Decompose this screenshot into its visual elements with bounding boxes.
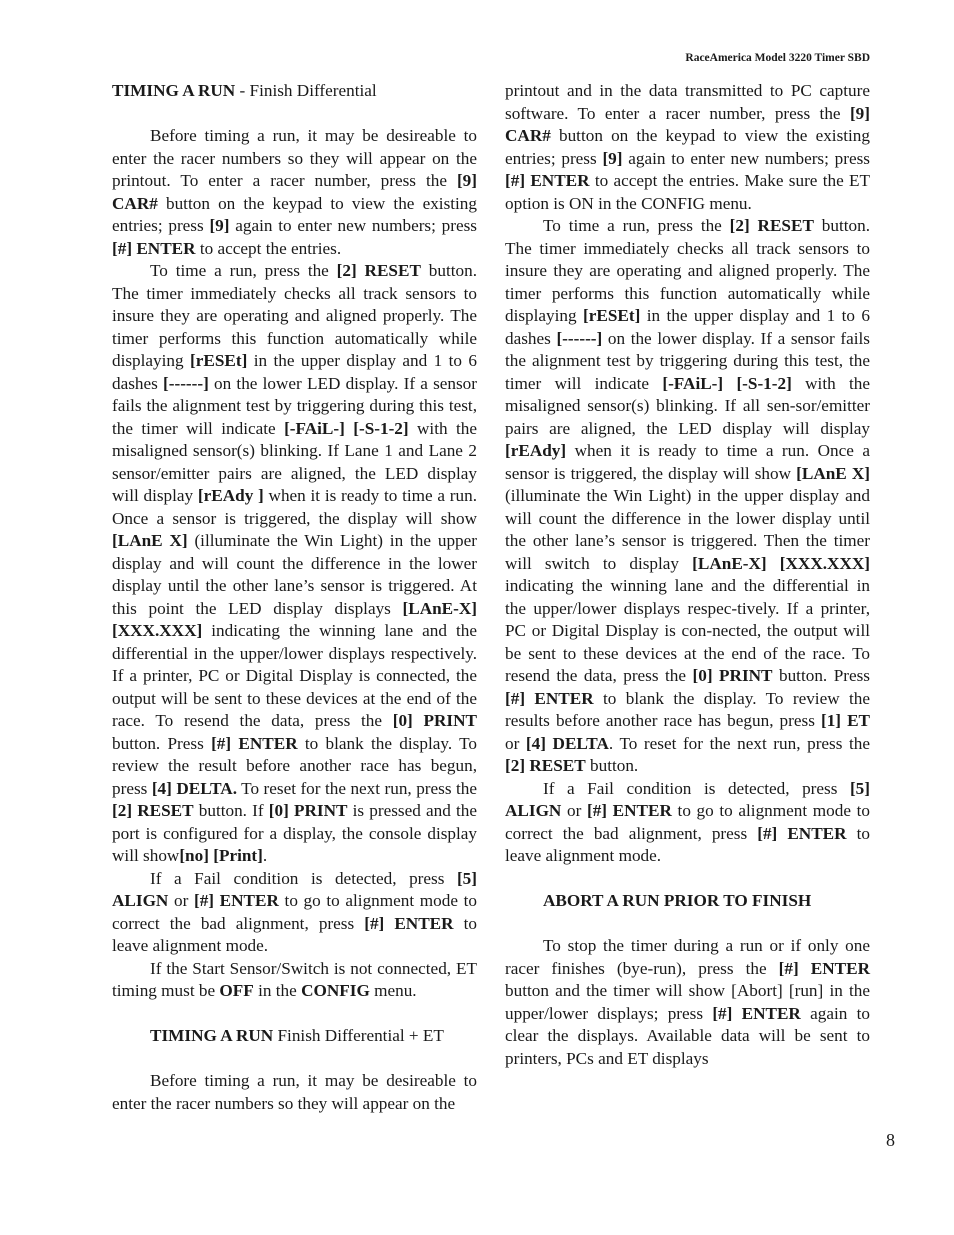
- bold-key-text: [no] [Print]: [179, 846, 263, 865]
- text-run: on the lower LED display. If a sensor fails the alignment test by triggering during this test, the timer will indicate: [112, 373, 477, 438]
- paragraph: [112, 125, 477, 260]
- bold-key-text: [2] RESET: [505, 756, 586, 775]
- bold-key-text: [#] ENTER: [211, 733, 298, 753]
- section-heading-finish-differential-et: [112, 1025, 477, 1048]
- text-run: indicating the winning lane and the differential in the upper/lower displays respec-tively. If a printer, PC or Digital Display is con-nected, the output will be sent to these devices at the end of the race. To resend the data, press the: [505, 576, 870, 685]
- heading-bold: TIMING A RUN: [150, 1026, 274, 1045]
- text-run: button on the keypad to view the existing entries; press: [505, 126, 870, 168]
- text-run: to blank the display. To review the result before another race has begun, press: [112, 733, 477, 798]
- bold-key-text: [#] ENTER: [112, 238, 196, 258]
- text-run: to go to alignment mode to correct the bad alignment, press: [112, 891, 477, 933]
- bold-key-text: [#] ENTER: [364, 913, 454, 933]
- bold-key-text: [rEAdy ]: [197, 486, 264, 505]
- heading-rest: - Finish Differential: [235, 81, 377, 100]
- text-run: To reset for the next run, press the: [237, 778, 478, 798]
- text-run: If a Fail condition is detected, press: [150, 868, 457, 888]
- bold-key-text: [0] PRINT: [392, 711, 477, 730]
- text-run: to accept the entries.: [195, 238, 342, 258]
- text-run: button. The timer immediately checks all track sensors to insure they are operating and aligned properly. The timer performs this function automatically while displaying: [505, 216, 870, 325]
- text-run: Before timing a run, it may be desireable to enter the racer numbers so they will appear on the: [112, 1071, 477, 1113]
- section-heading-abort-run: [505, 890, 870, 913]
- text-run: when it is ready to time a run. Once a sensor is triggered, the display will show: [112, 486, 478, 528]
- bold-key-text: CONFIG: [301, 981, 370, 1000]
- bold-key-text: [------]: [163, 373, 209, 393]
- paragraph: [112, 1070, 477, 1115]
- text-run: when it is ready to time a run. Once a sensor is triggered, the display will show: [505, 441, 870, 483]
- page-number: 8: [886, 1130, 895, 1150]
- text-run: . To reset for the next run, press the: [608, 733, 870, 753]
- bold-key-text: [#] ENTER: [778, 958, 870, 978]
- text-run: (illuminate the Win Light) in the upper display and will count the difference in the lower display until the other lane’s sensor is triggered. Then the timer will switch to display: [505, 486, 870, 573]
- heading-rest: Finish Differential + ET: [273, 1026, 444, 1045]
- bold-key-text: [5] ALIGN: [505, 778, 870, 820]
- text-run: menu.: [369, 981, 417, 1000]
- bold-key-text: [#] ENTER: [712, 1003, 801, 1023]
- paragraph: [505, 215, 870, 778]
- text-run: button. Press: [772, 666, 870, 685]
- bold-key-text: [9]: [209, 216, 230, 235]
- text-run: indicating the winning lane and the differential in the upper/lower displays respectively. If a printer, PC or Digital Display is connected, the output will be sent to these devices at the end of the race. To resend the data, press the: [112, 621, 477, 730]
- heading-bold: TIMING A RUN: [112, 81, 236, 100]
- text-run: (illuminate the Win Light) in the upper display and will count the difference in the lower display until the other lane’s sensor is triggered. At this point the LED display displays: [112, 531, 477, 618]
- text-run: in the: [253, 981, 302, 1000]
- bold-key-text: OFF: [219, 981, 254, 1000]
- text-run: To time a run, press the: [150, 261, 337, 280]
- text-run: If the Start Sensor/Switch is not connected, ET timing must be: [112, 958, 477, 1000]
- text-run: on the lower display. If a sensor fails the alignment test by triggering during this test, the timer will indicate: [505, 328, 870, 393]
- bold-key-text: [#] ENTER: [193, 891, 279, 910]
- text-run: to blank the display. To review the results before another race has begun, press: [505, 688, 870, 730]
- text-run: or: [561, 801, 587, 820]
- paragraph: [112, 260, 477, 868]
- bold-key-text: [LAnE-X] [XXX.XXX]: [692, 553, 870, 573]
- bold-key-text: [#] ENTER: [505, 688, 594, 708]
- bold-key-text: [9] CAR#: [112, 171, 477, 213]
- right-column: [505, 80, 870, 1070]
- bold-key-text: [-FAiL-] [-S-1-2]: [662, 373, 792, 393]
- text-run: button and the timer will show [Abort] [run] in the upper/lower displays; press: [505, 981, 870, 1023]
- paragraph: [505, 80, 870, 215]
- bold-key-text: [rESEt]: [583, 306, 641, 325]
- left-column: [112, 80, 477, 1115]
- text-run: in the upper display and 1 to 6 dashes: [112, 351, 477, 393]
- text-run: to go to alignment mode to correct the bad alignment, press: [505, 801, 870, 843]
- bold-key-text: [2] RESET: [336, 261, 421, 280]
- text-run: or: [168, 891, 194, 910]
- heading-bold: ABORT A RUN PRIOR TO FINISH: [543, 891, 812, 910]
- bold-key-text: [4] DELTA: [525, 733, 609, 753]
- bold-key-text: [4] DELTA.: [151, 778, 237, 798]
- bold-key-text: [1] ET: [820, 711, 871, 730]
- bold-key-text: [LAnE-X] [XXX.XXX]: [112, 598, 477, 640]
- text-run: to accept the entries. Make sure the ET option is ON in the CONFIG menu.: [505, 171, 871, 213]
- bold-key-text: [2] RESET: [112, 801, 194, 820]
- bold-key-text: [9]: [602, 148, 623, 168]
- text-run: button.: [585, 756, 639, 775]
- bold-key-text: [9] CAR#: [505, 103, 870, 145]
- text-run: again to enter new numbers; press: [229, 216, 477, 235]
- text-run: To time a run, press the: [543, 216, 730, 235]
- text-run: button. If: [193, 801, 269, 820]
- text-run: .: [262, 846, 268, 865]
- section-heading-finish-differential: [112, 80, 477, 103]
- bold-key-text: [-FAiL-] [-S-1-2]: [284, 418, 409, 438]
- bold-key-text: [rESEt]: [190, 351, 248, 370]
- text-run: button on the keypad to view the existing entries; press: [112, 193, 477, 235]
- text-run: with the misaligned sensor(s) blinking. If all sen-sor/emitter pairs are aligned, the LED display will display: [505, 373, 870, 438]
- text-run: If a Fail condition is detected, press: [543, 778, 850, 798]
- text-run: is pressed and the port is configured for a display, the console display will show: [112, 801, 478, 865]
- running-header: RaceAmerica Model 3220 Timer SBD: [685, 52, 870, 64]
- paragraph: [112, 958, 477, 1003]
- paragraph: [505, 935, 870, 1070]
- text-run: or: [505, 733, 526, 753]
- bold-key-text: [------]: [556, 328, 603, 348]
- bold-key-text: [2] RESET: [729, 216, 814, 235]
- bold-key-text: [#] ENTER: [505, 171, 590, 190]
- bold-key-text: [rEAdy]: [505, 441, 567, 460]
- text-run: button. The timer immediately checks all track sensors to insure they are operating and aligned properly. The timer performs this function automatically while displaying: [112, 261, 477, 370]
- paragraph: [505, 778, 870, 868]
- text-run: to leave alignment mode.: [112, 913, 477, 955]
- bold-key-text: [5] ALIGN: [112, 868, 477, 910]
- text-run: To stop the timer during a run or if only one racer finishes (bye-run), press the: [505, 936, 870, 978]
- text-run: to leave alignment mode.: [505, 823, 870, 865]
- bold-key-text: [#] ENTER: [757, 823, 847, 843]
- text-run: with the misaligned sensor(s) blinking. If Lane 1 and Lane 2 sensor/emitter pairs are aligned, the LED display will display: [112, 418, 477, 505]
- text-run: again to enter new numbers; press: [622, 148, 870, 168]
- text-run: printout and in the data transmitted to PC capture software. To enter a racer number, press the: [505, 81, 870, 123]
- bold-key-text: [0] PRINT: [692, 666, 773, 685]
- text-run: button. Press: [112, 733, 212, 753]
- bold-key-text: [#] ENTER: [586, 801, 672, 820]
- text-run: in the upper display and 1 to 6 dashes: [505, 306, 870, 348]
- bold-key-text: [LAnE X]: [112, 531, 188, 550]
- text-run: Before timing a run, it may be desireable to enter the racer numbers so they will appear on the printout. To enter a racer number, press the: [112, 126, 477, 190]
- bold-key-text: [LAnE X]: [796, 463, 871, 483]
- text-run: again to clear the displays. Available data will be sent to printers, PCs and ET displays: [505, 1003, 871, 1068]
- bold-key-text: [0] PRINT: [268, 801, 348, 820]
- paragraph: [112, 868, 477, 958]
